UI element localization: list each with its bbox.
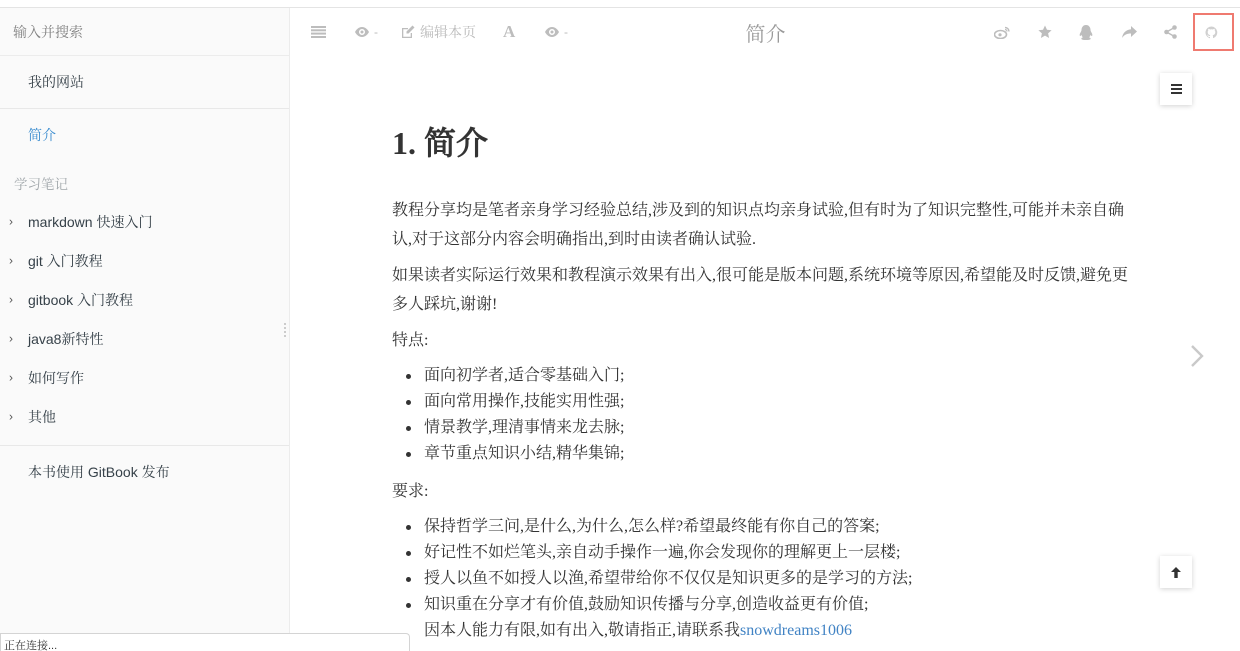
search-box — [0, 8, 289, 56]
intro-paragraph: 教程分享均是笔者亲身学习经验总结,涉及到的知识点均亲身试验,但有时为了知识完整性,可能并未亲自确认,对于这部分内容会明确指出,到时由读者确认试验. — [392, 202, 1125, 248]
font-icon: A — [503, 22, 516, 41]
search-input[interactable] — [13, 24, 276, 40]
sidebar-item-label: java8新特性 — [28, 330, 104, 347]
sidebar-item-writing[interactable] — [0, 358, 289, 397]
browser-status-bar: 正在连接... — [0, 633, 410, 651]
edit-page-button[interactable] — [401, 8, 476, 56]
eye-icon — [355, 27, 369, 37]
sidebar-item-label: 其他 — [28, 408, 56, 425]
forward-icon — [1122, 26, 1137, 39]
qq-share-button[interactable] — [1079, 8, 1093, 56]
chevron-right-icon[interactable]: › — [9, 292, 13, 307]
share-icon — [1164, 25, 1177, 39]
sidebar-item-label: 我的网站 — [28, 74, 84, 90]
list-item: 章节重点知识小结,精华集锦; — [404, 441, 1142, 467]
star-icon — [1038, 25, 1052, 39]
forward-share-button[interactable] — [1122, 8, 1137, 56]
toc-toggle-button[interactable] — [1160, 73, 1192, 105]
next-page-button[interactable] — [1186, 340, 1208, 372]
sidebar-item-label: git 入门教程 — [28, 252, 103, 269]
sidebar-item-label: markdown 快速入门 — [28, 213, 153, 230]
qq-icon — [1079, 25, 1093, 40]
page-views-count: - — [374, 25, 378, 39]
site-views-button[interactable] — [545, 8, 568, 56]
chevron-right-icon[interactable]: › — [9, 214, 13, 229]
sidebar-item-gitbook[interactable] — [0, 280, 289, 319]
back-to-top-button[interactable] — [1160, 556, 1192, 588]
font-settings-button[interactable] — [503, 8, 515, 56]
content-heading: 1. 简介 — [392, 125, 489, 161]
sidebar-item-git[interactable] — [0, 241, 289, 280]
window-top-edge — [0, 0, 1240, 8]
arrow-up-icon — [1171, 567, 1181, 578]
sidebar — [0, 8, 290, 651]
sidebar-section-header: 学习笔记 — [14, 177, 68, 192]
list-item: 好记性不如烂笔头,亲自动手操作一遍,你会发现你的理解更上一层楼; — [404, 540, 1142, 566]
sidebar-item-java8[interactable] — [0, 319, 289, 358]
chevron-right-icon[interactable]: › — [9, 409, 13, 424]
features-label: 特点: — [392, 332, 429, 349]
features-list — [404, 363, 1142, 467]
weibo-share-button[interactable] — [994, 8, 1010, 56]
chevron-right-icon[interactable]: › — [9, 253, 13, 268]
list-item: 面向初学者,适合零基础入门; — [404, 363, 1142, 389]
chevron-right-icon[interactable]: › — [9, 370, 13, 385]
share-button[interactable] — [1164, 8, 1177, 56]
sidebar-item-label: gitbook 入门教程 — [28, 291, 134, 308]
list-item: 保持哲学三问,是什么,为什么,怎么样?希望最终能有你自己的答案; — [404, 514, 1142, 540]
sidebar-item-label: 本书使用 GitBook 发布 — [28, 464, 170, 480]
sidebar-item-other[interactable] — [0, 397, 289, 436]
feedback-paragraph: 如果读者实际运行效果和教程演示效果有出入,很可能是版本问题,系统环境等原因,希望能及时反馈,避免更多人踩坑,谢谢! — [392, 267, 1129, 313]
list-item: 面向常用操作,技能实用性强; — [404, 389, 1142, 415]
contact-link[interactable]: snowdreams1006 — [740, 622, 852, 639]
eye-icon — [545, 27, 559, 37]
page-title: 简介 — [745, 23, 786, 46]
sidebar-resize-handle[interactable] — [284, 323, 287, 337]
sidebar-item-label: 如何写作 — [28, 369, 84, 386]
toggle-sidebar-button[interactable] — [311, 8, 326, 56]
list-item: 知识重在分享才有价值,鼓励知识传播与分享,创造收益更有价值; — [404, 592, 1142, 618]
site-views-count: - — [564, 25, 568, 39]
sidebar-item-my-site[interactable] — [0, 56, 289, 108]
sidebar-item-intro[interactable] — [0, 109, 289, 161]
weibo-icon — [994, 26, 1010, 39]
list-item: 授人以鱼不如授人以渔,希望带给你不仅仅是知识更多的是学习的方法; — [404, 566, 1142, 592]
chevron-right-icon[interactable]: › — [9, 331, 13, 346]
book-header — [291, 8, 1240, 56]
hamburger-icon — [311, 26, 326, 38]
requirements-list — [404, 514, 1142, 644]
gitbook-link[interactable] — [0, 446, 289, 498]
list-item: 情景教学,理清事情来龙去脉; — [404, 415, 1142, 441]
contact-text: 因本人能力有限,如有出入,敬请指正,请联系我 — [424, 622, 741, 639]
chevron-right-icon — [1190, 344, 1204, 368]
page-content — [392, 118, 1142, 651]
page-views-button[interactable] — [355, 8, 378, 56]
sidebar-item-markdown[interactable] — [0, 202, 289, 241]
contact-item — [404, 618, 1142, 644]
list-icon — [1171, 84, 1182, 94]
edit-page-label: 编辑本页 — [420, 24, 476, 40]
sidebar-item-label: 简介 — [28, 127, 56, 143]
favorite-button[interactable] — [1038, 8, 1052, 56]
requirements-label: 要求: — [392, 483, 429, 500]
edit-icon — [401, 25, 415, 39]
github-button-highlight — [1193, 13, 1234, 51]
